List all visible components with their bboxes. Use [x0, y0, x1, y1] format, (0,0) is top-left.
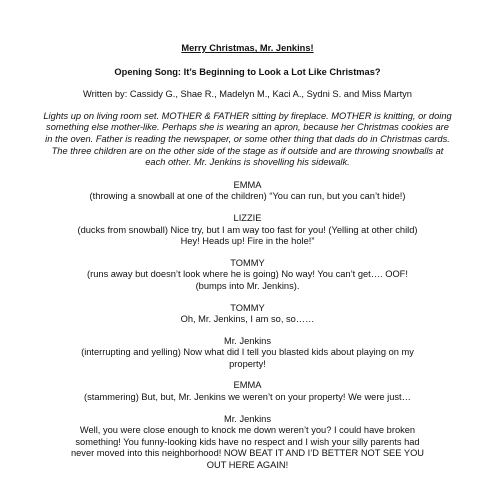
dialogue-block — [40, 336, 455, 371]
speaker-name: LIZZIE — [233, 212, 262, 223]
dialogue-line: (ducks from snowball) Nice try, but I am way too fast for you! (Yelling at other child) — [77, 224, 418, 235]
dialogue-block — [40, 414, 455, 472]
speaker-name: TOMMY — [230, 302, 265, 313]
play-title: Merry Christmas, Mr. Jenkins! — [181, 43, 314, 53]
dialogue-line: never moved into this neighborhood! NOW BEAT IT AND I’D BETTER NOT SEE YOU — [70, 448, 425, 459]
opening-song: Opening Song: It’s Beginning to Look a Lot Like Christmas? — [114, 66, 381, 77]
dialogue-line: (bumps into Mr. Jenkins). — [195, 280, 300, 291]
speaker-name: Mr. Jenkins — [223, 335, 271, 346]
stage-direction: Lights up on living room set. MOTHER & FATHER sitting by fireplace. MOTHER is knitting, or doing something else mother-like. Perhaps she is wearing an apron, because her Christmas cookies are in the oven. Father is reading the newspaper, or some other thing that dads do in Christmas cards. The three children are on the other side of the stage as if outside and are throwing snowballs at each other. Mr. Jenkins is shovelling his sidewalk. — [43, 110, 452, 168]
speaker-name: EMMA — [233, 380, 262, 391]
speaker-name: TOMMY — [230, 257, 265, 268]
authors-line: Written by: Cassidy G., Shae R., Madelyn M., Kaci A., Sydni S. and Miss Martyn — [83, 89, 412, 100]
dialogue-line: property! — [229, 358, 266, 369]
dialogue-line: Hey! Heads up! Fire in the hole!” — [180, 236, 315, 247]
dialogue-line: (stammering) But, but, Mr. Jenkins we weren’t on your property! We were just… — [84, 392, 411, 403]
dialogue-line: (runs away but doesn’t look where he is going) No way! You can’t get…. OOF! — [87, 269, 408, 280]
speaker-name: EMMA — [233, 179, 262, 190]
dialogue-line: Oh, Mr. Jenkins, I am so, so…… — [180, 314, 315, 325]
dialogue-block — [40, 180, 455, 203]
dialogue-line: something! You funny-looking kids have no respect and I wish your silly parents had — [75, 436, 420, 447]
dialogue-line: OUT HERE AGAIN! — [206, 460, 289, 471]
dialogue-block — [40, 380, 455, 403]
dialogue-line: Well, you were close enough to knock me down weren’t you? I could have broken — [79, 425, 416, 436]
dialogue-block — [40, 258, 455, 293]
dialogue-line: (interrupting and yelling) Now what did I tell you blasted kids about playing on my — [81, 347, 414, 358]
dialogue-line: (throwing a snowball at one of the children) “You can run, but you can’t hide!) — [89, 191, 406, 202]
speaker-name: Mr. Jenkins — [223, 413, 271, 424]
dialogue-block — [40, 303, 455, 326]
dialogue-block — [40, 213, 455, 248]
